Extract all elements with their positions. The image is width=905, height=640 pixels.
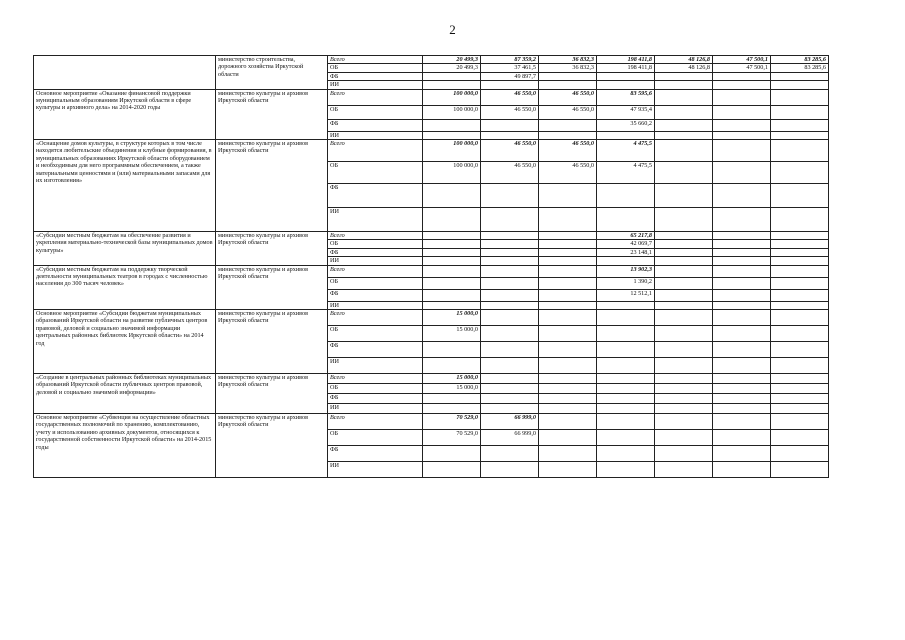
amount-cell	[597, 414, 655, 430]
funding-source-cell: ИИ	[328, 358, 423, 374]
amount-cell	[481, 248, 539, 256]
amount-cell	[539, 446, 597, 462]
amount-cell	[655, 162, 713, 184]
funding-source-cell: ИИ	[328, 301, 423, 309]
amount-cell	[655, 394, 713, 404]
amount-cell: 4 475,5	[597, 140, 655, 162]
responsible-cell: министерство культуры и архивов Иркутской области	[216, 310, 328, 374]
amount-cell	[481, 131, 539, 139]
amount-cell	[481, 301, 539, 309]
amount-cell: 87 359,2	[481, 56, 539, 64]
amount-cell	[713, 358, 771, 374]
amount-cell	[655, 358, 713, 374]
amount-cell	[771, 394, 829, 404]
amount-cell	[713, 208, 771, 232]
table-row	[34, 140, 829, 162]
amount-cell: 46 550,0	[481, 162, 539, 184]
amount-cell	[655, 277, 713, 289]
amount-cell	[481, 394, 539, 404]
amount-cell	[539, 119, 597, 131]
funding-source-cell: Всего	[328, 56, 423, 64]
amount-cell	[713, 462, 771, 478]
amount-cell	[539, 342, 597, 358]
amount-cell	[481, 265, 539, 277]
page-number: 2	[449, 22, 456, 37]
amount-cell	[423, 81, 481, 89]
amount-cell	[539, 326, 597, 342]
amount-cell	[713, 81, 771, 89]
amount-cell: 70 529,0	[423, 414, 481, 430]
funding-source-cell: ИИ	[328, 208, 423, 232]
amount-cell	[597, 374, 655, 384]
amount-cell	[597, 384, 655, 394]
amount-cell: 12 512,1	[597, 289, 655, 301]
amount-cell: 198 411,8	[597, 64, 655, 72]
amount-cell	[481, 81, 539, 89]
amount-cell	[771, 265, 829, 277]
funding-source-cell: ОБ	[328, 240, 423, 248]
amount-cell	[713, 384, 771, 394]
amount-cell	[597, 342, 655, 358]
amount-cell: 48 126,8	[655, 56, 713, 64]
event-name-cell: «Субсидии местным бюджетам на обеспечение развития и укрепления материально-технической базы муниципальных домов культуры»	[34, 232, 216, 266]
funding-source-cell: Всего	[328, 232, 423, 240]
funding-source-cell: ФБ	[328, 446, 423, 462]
amount-cell	[423, 184, 481, 208]
amount-cell	[655, 257, 713, 265]
amount-cell	[597, 430, 655, 446]
amount-cell	[771, 240, 829, 248]
funding-source-cell: ФБ	[328, 119, 423, 131]
responsible-cell: министерство культуры и архивов Иркутской области	[216, 374, 328, 414]
amount-cell	[713, 326, 771, 342]
amount-cell	[655, 430, 713, 446]
amount-cell: 47 935,4	[597, 105, 655, 119]
amount-cell	[655, 462, 713, 478]
amount-cell: 15 000,0	[423, 374, 481, 384]
amount-cell	[771, 257, 829, 265]
funding-source-cell: ФБ	[328, 342, 423, 358]
amount-cell	[655, 265, 713, 277]
amount-cell: 47 500,1	[713, 64, 771, 72]
amount-cell	[713, 119, 771, 131]
amount-cell: 100 000,0	[423, 89, 481, 105]
amount-cell	[771, 277, 829, 289]
funding-source-cell: Всего	[328, 414, 423, 430]
amount-cell	[771, 119, 829, 131]
amount-cell	[481, 342, 539, 358]
amount-cell	[771, 342, 829, 358]
amount-cell	[713, 131, 771, 139]
amount-cell: 46 550,0	[539, 140, 597, 162]
amount-cell	[481, 326, 539, 342]
amount-cell	[771, 462, 829, 478]
amount-cell	[539, 232, 597, 240]
amount-cell	[655, 89, 713, 105]
amount-cell	[597, 404, 655, 414]
amount-cell: 100 000,0	[423, 162, 481, 184]
amount-cell	[771, 208, 829, 232]
amount-cell	[539, 462, 597, 478]
amount-cell	[597, 358, 655, 374]
funding-source-cell: Всего	[328, 140, 423, 162]
amount-cell	[539, 184, 597, 208]
amount-cell: 66 999,0	[481, 414, 539, 430]
amount-cell	[481, 384, 539, 394]
amount-cell: 46 550,0	[539, 105, 597, 119]
responsible-cell: министерство культуры и архивов Иркутской области	[216, 265, 328, 309]
amount-cell	[655, 72, 713, 80]
responsible-cell: министерство культуры и архивов Иркутской области	[216, 140, 328, 232]
amount-cell: 15 000,0	[423, 384, 481, 394]
amount-cell	[713, 277, 771, 289]
amount-cell	[597, 72, 655, 80]
amount-cell	[655, 105, 713, 119]
amount-cell	[423, 404, 481, 414]
amount-cell	[771, 184, 829, 208]
amount-cell	[713, 248, 771, 256]
amount-cell	[423, 265, 481, 277]
funding-source-cell: Всего	[328, 265, 423, 277]
amount-cell	[423, 394, 481, 404]
amount-cell	[771, 358, 829, 374]
amount-cell	[481, 232, 539, 240]
amount-cell	[597, 301, 655, 309]
event-name-cell: Основное мероприятие «Субвенция на осуществление областных государственных полномочий по хранению, комплектованию, учету и использованию архивных документов, относящихся к государственной собственности Иркутской области» на 2014-2015 годы	[34, 414, 216, 478]
amount-cell	[539, 374, 597, 384]
table-row	[34, 56, 829, 64]
amount-cell	[655, 374, 713, 384]
funding-source-cell: ИИ	[328, 462, 423, 478]
amount-cell: 100 000,0	[423, 105, 481, 119]
amount-cell	[423, 131, 481, 139]
amount-cell	[655, 240, 713, 248]
amount-cell	[539, 394, 597, 404]
amount-cell	[713, 72, 771, 80]
amount-cell	[481, 289, 539, 301]
amount-cell: 13 902,3	[597, 265, 655, 277]
event-name-cell: «Оснащение домов культуры, в структуре которых в том числе находятся любительские объединения и клубные формирования, в муниципальных образованиях Иркутской области оборудованием и необходимым для него программным обеспечением, а также материальными ценностями и (или) материальными запасами для их изготовления»	[34, 140, 216, 232]
amount-cell	[423, 240, 481, 248]
amount-cell	[597, 131, 655, 139]
amount-cell	[481, 277, 539, 289]
amount-cell	[655, 131, 713, 139]
amount-cell	[539, 81, 597, 89]
funding-source-cell: Всего	[328, 374, 423, 384]
amount-cell	[539, 131, 597, 139]
event-name-cell: Основное мероприятие «Субсидии бюджетам муниципальных образований Иркутской области на развитие публичных центров правовой, деловой и социально значимой информации центральных районных библиотек Иркутской области» на 2014 год	[34, 310, 216, 374]
budget-table	[33, 55, 829, 478]
responsible-cell: министерство культуры и архивов Иркутской области	[216, 414, 328, 478]
amount-cell	[655, 140, 713, 162]
amount-cell	[597, 208, 655, 232]
amount-cell	[481, 374, 539, 384]
amount-cell	[539, 257, 597, 265]
amount-cell	[655, 184, 713, 208]
amount-cell	[597, 310, 655, 326]
amount-cell: 83 595,6	[597, 89, 655, 105]
table-row	[34, 414, 829, 430]
funding-source-cell: Всего	[328, 89, 423, 105]
amount-cell	[655, 289, 713, 301]
amount-cell	[539, 240, 597, 248]
amount-cell	[655, 208, 713, 232]
funding-source-cell: ФБ	[328, 248, 423, 256]
amount-cell: 37 461,5	[481, 64, 539, 72]
amount-cell: 42 069,7	[597, 240, 655, 248]
funding-source-cell: ОБ	[328, 105, 423, 119]
amount-cell	[655, 310, 713, 326]
funding-source-cell: ИИ	[328, 257, 423, 265]
event-name-cell: «Субсидии местным бюджетам на поддержку творческой деятельности муниципальных театров в городах с численностью населения до 300 тысяч человек»	[34, 265, 216, 309]
amount-cell	[713, 342, 771, 358]
amount-cell	[423, 277, 481, 289]
funding-source-cell: ИИ	[328, 81, 423, 89]
amount-cell	[481, 462, 539, 478]
amount-cell	[423, 301, 481, 309]
amount-cell	[771, 232, 829, 240]
amount-cell	[713, 414, 771, 430]
amount-cell	[713, 394, 771, 404]
amount-cell	[481, 240, 539, 248]
amount-cell	[481, 257, 539, 265]
amount-cell	[713, 105, 771, 119]
amount-cell	[539, 404, 597, 414]
amount-cell	[771, 105, 829, 119]
amount-cell	[771, 248, 829, 256]
amount-cell: 15 000,0	[423, 310, 481, 326]
amount-cell	[597, 394, 655, 404]
amount-cell	[771, 414, 829, 430]
amount-cell: 1 390,2	[597, 277, 655, 289]
amount-cell	[771, 430, 829, 446]
amount-cell: 46 550,0	[481, 105, 539, 119]
amount-cell: 46 550,0	[481, 140, 539, 162]
amount-cell	[481, 184, 539, 208]
amount-cell: 70 529,0	[423, 430, 481, 446]
funding-source-cell: ОБ	[328, 326, 423, 342]
amount-cell	[771, 289, 829, 301]
funding-source-cell: ОБ	[328, 277, 423, 289]
amount-cell: 66 999,0	[481, 430, 539, 446]
amount-cell	[713, 310, 771, 326]
amount-cell	[713, 140, 771, 162]
amount-cell	[597, 446, 655, 462]
amount-cell	[423, 342, 481, 358]
amount-cell	[423, 289, 481, 301]
funding-source-cell: ОБ	[328, 430, 423, 446]
amount-cell	[481, 208, 539, 232]
responsible-cell: министерство культуры и архивов Иркутской области	[216, 89, 328, 139]
amount-cell: 100 000,0	[423, 140, 481, 162]
amount-cell	[655, 446, 713, 462]
amount-cell	[539, 384, 597, 394]
amount-cell	[655, 119, 713, 131]
amount-cell	[771, 446, 829, 462]
funding-source-cell: Всего	[328, 310, 423, 326]
event-name-cell: Основное мероприятие «Оказание финансовой поддержки муниципальным образованиям Иркутской области в сфере культуры и архивного дела» на 2014-2020 годы	[34, 89, 216, 139]
amount-cell	[771, 72, 829, 80]
amount-cell: 36 832,3	[539, 64, 597, 72]
amount-cell	[771, 384, 829, 394]
amount-cell	[423, 257, 481, 265]
amount-cell	[713, 430, 771, 446]
amount-cell	[713, 301, 771, 309]
table-row	[34, 89, 829, 105]
amount-cell	[771, 89, 829, 105]
amount-cell: 4 475,5	[597, 162, 655, 184]
amount-cell	[771, 310, 829, 326]
amount-cell	[597, 326, 655, 342]
amount-cell	[655, 342, 713, 358]
amount-cell	[423, 119, 481, 131]
amount-cell	[423, 72, 481, 80]
funding-source-cell: ОБ	[328, 384, 423, 394]
amount-cell	[713, 89, 771, 105]
responsible-cell: министерство культуры и архивов Иркутской области	[216, 232, 328, 266]
amount-cell: 46 550,0	[481, 89, 539, 105]
amount-cell	[655, 404, 713, 414]
amount-cell	[539, 358, 597, 374]
amount-cell: 20 499,3	[423, 64, 481, 72]
amount-cell: 198 411,8	[597, 56, 655, 64]
amount-cell	[713, 446, 771, 462]
amount-cell	[713, 374, 771, 384]
amount-cell	[597, 462, 655, 478]
amount-cell: 46 550,0	[539, 162, 597, 184]
amount-cell	[539, 414, 597, 430]
amount-cell	[713, 232, 771, 240]
amount-cell	[423, 232, 481, 240]
amount-cell	[481, 310, 539, 326]
amount-cell	[771, 81, 829, 89]
amount-cell	[539, 248, 597, 256]
amount-cell: 83 285,6	[771, 56, 829, 64]
funding-source-cell: ИИ	[328, 404, 423, 414]
table-row	[34, 310, 829, 326]
table-row	[34, 232, 829, 240]
amount-cell	[423, 358, 481, 374]
amount-cell	[655, 326, 713, 342]
amount-cell	[423, 462, 481, 478]
funding-source-cell: ФБ	[328, 394, 423, 404]
amount-cell: 36 832,3	[539, 56, 597, 64]
amount-cell	[481, 404, 539, 414]
amount-cell	[539, 289, 597, 301]
amount-cell	[539, 208, 597, 232]
amount-cell	[655, 232, 713, 240]
amount-cell	[539, 310, 597, 326]
amount-cell	[713, 162, 771, 184]
amount-cell	[655, 384, 713, 394]
amount-cell	[539, 265, 597, 277]
event-name-cell	[34, 56, 216, 90]
table-row	[34, 374, 829, 384]
funding-source-cell: ОБ	[328, 64, 423, 72]
amount-cell	[713, 240, 771, 248]
amount-cell: 65 217,8	[597, 232, 655, 240]
amount-cell: 15 000,0	[423, 326, 481, 342]
amount-cell	[655, 248, 713, 256]
amount-cell	[481, 446, 539, 462]
amount-cell	[771, 326, 829, 342]
amount-cell	[539, 430, 597, 446]
amount-cell	[539, 277, 597, 289]
amount-cell	[713, 257, 771, 265]
amount-cell	[597, 184, 655, 208]
funding-source-cell: ОБ	[328, 162, 423, 184]
amount-cell	[597, 81, 655, 89]
amount-cell	[481, 119, 539, 131]
amount-cell	[713, 404, 771, 414]
amount-cell: 46 550,0	[539, 89, 597, 105]
event-name-cell: «Создание в центральных районных библиотеках муниципальных образований Иркутской области публичных центров правовой, деловой и социально значимой информации»	[34, 374, 216, 414]
amount-cell	[539, 72, 597, 80]
funding-source-cell: ФБ	[328, 184, 423, 208]
amount-cell	[655, 81, 713, 89]
amount-cell	[713, 289, 771, 301]
amount-cell: 83 285,6	[771, 64, 829, 72]
amount-cell	[423, 446, 481, 462]
amount-cell	[771, 131, 829, 139]
amount-cell	[655, 414, 713, 430]
amount-cell: 23 148,1	[597, 248, 655, 256]
funding-source-cell: ФБ	[328, 72, 423, 80]
amount-cell	[713, 184, 771, 208]
table-row	[34, 265, 829, 277]
amount-cell	[771, 301, 829, 309]
amount-cell	[771, 140, 829, 162]
amount-cell	[423, 248, 481, 256]
amount-cell: 49 897,7	[481, 72, 539, 80]
amount-cell	[423, 208, 481, 232]
amount-cell	[771, 404, 829, 414]
funding-source-cell: ИИ	[328, 131, 423, 139]
amount-cell	[771, 162, 829, 184]
amount-cell	[655, 301, 713, 309]
amount-cell: 35 660,2	[597, 119, 655, 131]
responsible-cell: министерство строительства, дорожного хозяйства Иркутской области	[216, 56, 328, 90]
amount-cell	[713, 265, 771, 277]
amount-cell: 48 126,8	[655, 64, 713, 72]
funding-source-cell: ФБ	[328, 289, 423, 301]
table-body	[34, 56, 829, 478]
amount-cell	[481, 358, 539, 374]
amount-cell	[597, 257, 655, 265]
amount-cell	[771, 374, 829, 384]
amount-cell	[539, 301, 597, 309]
amount-cell: 47 500,1	[713, 56, 771, 64]
amount-cell: 20 499,3	[423, 56, 481, 64]
